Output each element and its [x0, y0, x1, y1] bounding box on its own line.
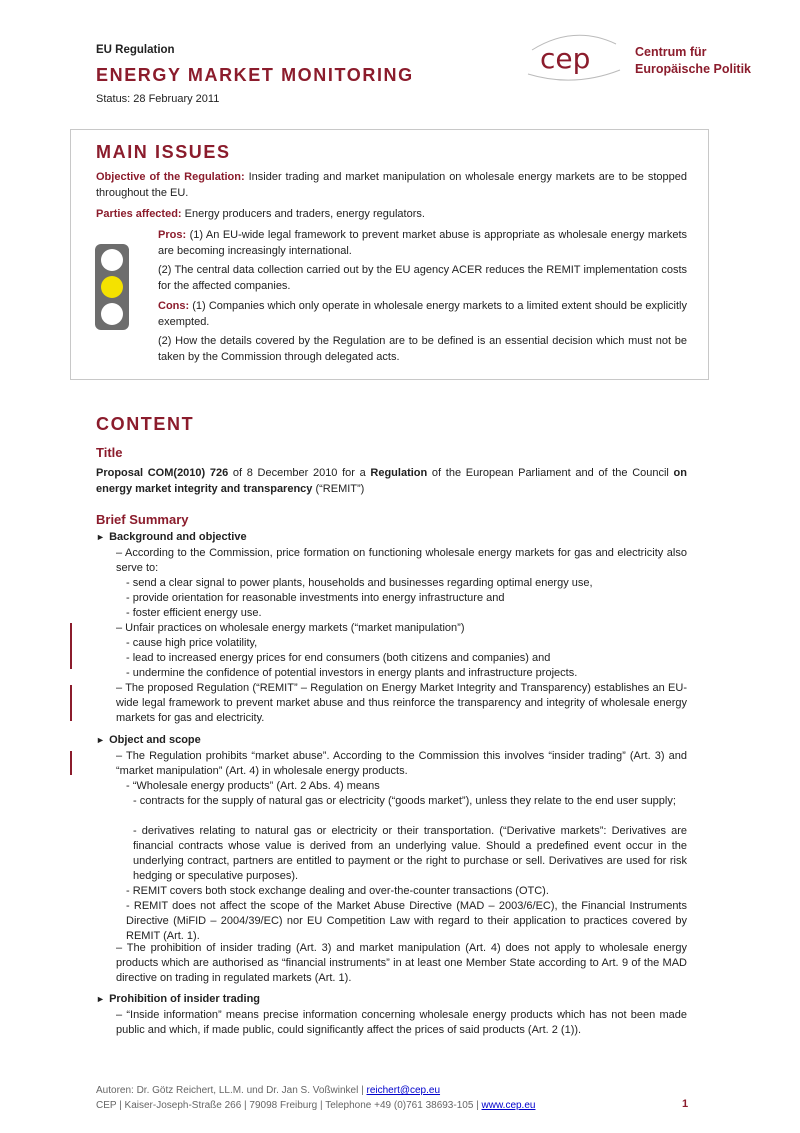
- bullet-triangle-icon: ►: [96, 994, 105, 1004]
- cons-1-text: (1) Companies which only operate in wholesale energy markets to a limited extent should be explicitly exempted.: [158, 300, 687, 328]
- bg-item-1: – According to the Commission, price formation on functioning wholesale energy markets for gas and electricity also serve to:: [116, 547, 687, 574]
- title-heading: Title: [96, 445, 123, 460]
- footer-authors-line: [96, 1083, 535, 1098]
- footer-address-line: [96, 1098, 535, 1113]
- background-heading: [96, 531, 247, 543]
- lamp-bottom: [101, 303, 123, 325]
- change-bar: [70, 685, 72, 721]
- cons-label: Cons:: [158, 300, 190, 312]
- parties-text: Energy producers and traders, energy regulators.: [181, 208, 425, 220]
- pros-2: (2) The central data collection carried out by the EU agency ACER reduces the REMIT implementation costs for the affected companies.: [158, 264, 687, 292]
- os-item-1a1: - contracts for the supply of natural gas or electricity (“goods market”), unless they relate to the end user supply;: [133, 795, 676, 807]
- org-line-2: Europäische Politik: [635, 62, 752, 76]
- bullet-triangle-icon: ►: [96, 532, 105, 542]
- cons-2: (2) How the details covered by the Regulation are to be defined is an essential decision which must not be taken by the Commission through delegated acts.: [158, 335, 687, 363]
- footer: [96, 1083, 535, 1113]
- object-scope-heading-text: Object and scope: [109, 734, 201, 746]
- bg-item-2c: - undermine the confidence of potential investors in energy plants and infrastructure projects.: [126, 667, 578, 679]
- author-email-link[interactable]: reichert@cep.eu: [366, 1085, 441, 1096]
- bg-item-2b: - lead to increased energy prices for end consumers (both citizens and companies) and: [126, 652, 551, 664]
- status-date: Status: 28 February 2011: [96, 93, 220, 105]
- lamp-top: [101, 249, 123, 271]
- bg-item-3: – The proposed Regulation (“REMIT” – Regulation on Energy Market Integrity and Transparency) establishes an EU-wide legal framework to prevent market abuse and thus reinforce the transparency and integrity of wholesale energy markets for gas and electricity.: [116, 682, 687, 724]
- change-bar: [70, 751, 72, 775]
- objective-label: Objective of the Regulation:: [96, 171, 245, 183]
- bg-item-2a: - cause high price volatility,: [126, 637, 258, 649]
- object-scope-heading: [96, 734, 201, 746]
- pit-item-1: – “Inside information” means precise information concerning wholesale energy products which has not been made public and which, if made public, could significantly affect the prices of said products (Art. 2 (1)).: [116, 1009, 687, 1036]
- proposal-paragraph: [96, 466, 687, 497]
- website-link[interactable]: www.cep.eu: [481, 1100, 536, 1111]
- footer-authors: Autoren: Dr. Götz Reichert, LL.M. und Dr. Jan S. Voßwinkel |: [96, 1085, 367, 1096]
- insider-trading-heading: [96, 993, 260, 1005]
- cons-1: [158, 299, 687, 330]
- document-title: ENERGY MARKET MONITORING: [96, 65, 414, 85]
- pros-1-text: (1) An EU-wide legal framework to prevent market abuse is appropriate as wholesale energy markets are becoming increasingly international.: [158, 229, 687, 257]
- lamp-middle-yellow: [101, 276, 123, 298]
- proposal-text-2: of the European Parliament and of the Council: [427, 467, 674, 479]
- proposal-abbrev: (“REMIT”): [312, 482, 365, 495]
- bg-item-1a: - send a clear signal to power plants, households and businesses regarding optimal energy use,: [126, 577, 593, 589]
- brief-summary-heading: Brief Summary: [96, 512, 189, 527]
- os-item-1b: - REMIT covers both stock exchange dealing and over-the-counter transactions (OTC).: [126, 885, 549, 897]
- proposal-number: Proposal COM(2010) 726: [96, 467, 229, 479]
- cep-logo: [524, 30, 624, 82]
- logo-wordmark: cep: [540, 42, 591, 75]
- main-issues-title: MAIN ISSUES: [96, 142, 231, 162]
- change-bar: [70, 623, 72, 669]
- page-number: 1: [682, 1098, 689, 1110]
- pros-1: [158, 228, 687, 259]
- objective-paragraph: [96, 170, 687, 201]
- series-label: EU Regulation: [96, 44, 175, 56]
- pros-label: Pros:: [158, 229, 187, 241]
- traffic-light-icon: [95, 244, 129, 330]
- os-item-1: – The Regulation prohibits “market abuse”. According to the Commission this involves “insider trading” (Art. 3) and “market manipulation” (Art. 4) in wholesale energy products.: [116, 750, 687, 777]
- footer-address: CEP | Kaiser-Joseph-Straße 266 | 79098 Freiburg | Telephone +49 (0)761 38693-105 |: [96, 1100, 482, 1111]
- proposal-regulation: Regulation: [370, 467, 428, 479]
- os-item-1a2: - derivatives relating to natural gas or electricity or their transportation. (“Derivative markets”: Derivatives are financial contracts whose value is derived from an underlying value. Should a predefined event occur in the underlying contract, partners are entitled to payment or the right to purchase or sell. Derivatives are used for risk hedging or speculative purposes).: [133, 825, 687, 882]
- insider-trading-heading-text: Prohibition of insider trading: [109, 993, 261, 1005]
- background-heading-text: Background and objective: [109, 531, 247, 543]
- proposal-subject: on energy market integrity and transparency: [96, 467, 687, 495]
- objective-text: Insider trading and market manipulation on wholesale energy markets are to be stopped throughout the EU.: [96, 171, 687, 199]
- proposal-text-1: of 8 December 2010 for a: [228, 467, 371, 479]
- os-item-1a: - “Wholesale energy products” (Art. 2 Abs. 4) means: [126, 780, 380, 792]
- bg-item-1b: - provide orientation for reasonable investments into energy infrastructure and: [126, 592, 505, 604]
- bg-item-2: – Unfair practices on wholesale energy markets (“market manipulation”): [116, 622, 465, 634]
- parties-paragraph: [96, 207, 687, 223]
- os-item-2: – The prohibition of insider trading (Art. 3) and market manipulation (Art. 4) does not apply to wholesale energy products which are authorised as “financial instruments” in at least one Member State according to Art. 9 of the MAD directive on trading in regulated markets (Art. 1).: [116, 942, 687, 984]
- organization-name: [635, 44, 751, 78]
- parties-label: Parties affected:: [96, 208, 182, 220]
- org-line-1: Centrum für: [635, 45, 707, 59]
- content-title: CONTENT: [96, 414, 195, 434]
- bullet-triangle-icon: ►: [96, 735, 105, 745]
- bg-item-1c: - foster efficient energy use.: [126, 607, 262, 619]
- os-item-1c: - REMIT does not affect the scope of the Market Abuse Directive (MAD – 2003/6/EC), the Financial Instruments Directive (MiFID – 2004/39/EC) nor EU Competition Law with regard to their application to practices covered by REMIT (Art. 1).: [126, 900, 687, 942]
